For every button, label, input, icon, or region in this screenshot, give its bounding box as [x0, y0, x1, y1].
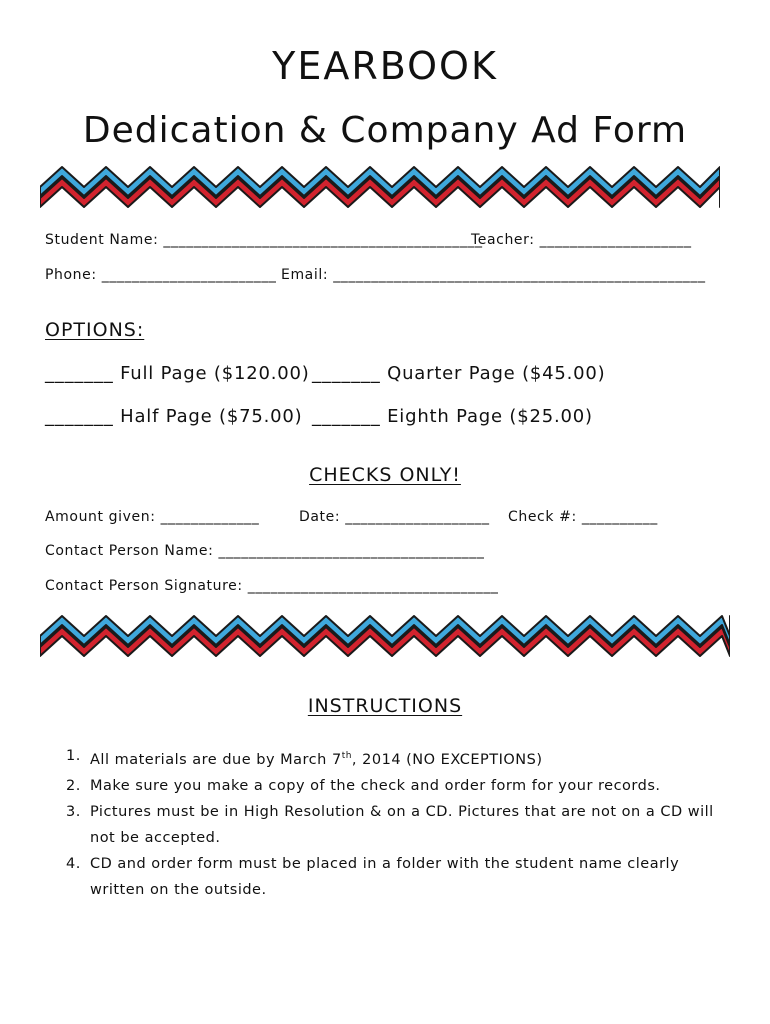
form-subtitle: Dedication & Company Ad Form — [82, 110, 688, 151]
instruction-number: 4. — [66, 855, 81, 872]
checks-only-heading: CHECKS ONLY! — [309, 464, 461, 486]
instruction-item — [66, 743, 726, 773]
instructions-heading: INSTRUCTIONS — [307, 695, 463, 717]
chevron-divider-top — [40, 163, 720, 211]
form-title: YEARBOOK — [272, 44, 498, 88]
teacher-field[interactable]: Teacher: ____________________ — [471, 232, 692, 248]
instruction-item — [66, 851, 726, 903]
chevron-divider-bottom — [40, 612, 730, 660]
amount-given-field[interactable]: Amount given: _____________ — [45, 509, 260, 525]
option-full-page[interactable]: _______ Full Page ($120.00) — [45, 363, 310, 384]
instructions-list — [66, 743, 726, 903]
student-name-field[interactable]: Student Name: __________________________________________ — [45, 232, 483, 248]
instruction-number: 3. — [66, 803, 81, 820]
check-number-field[interactable]: Check #: __________ — [508, 509, 658, 525]
instruction-text-cont: , 2014 (NO EXCEPTIONS) — [351, 751, 543, 768]
instruction-item — [66, 799, 726, 851]
phone-field[interactable]: Phone: _______________________ — [45, 267, 277, 283]
options-heading: OPTIONS: — [45, 319, 145, 341]
option-quarter-page[interactable]: _______ Quarter Page ($45.00) — [312, 363, 606, 384]
option-eighth-page[interactable]: _______ Eighth Page ($25.00) — [312, 406, 593, 427]
instruction-number: 2. — [66, 777, 81, 794]
option-half-page[interactable]: _______ Half Page ($75.00) — [45, 406, 303, 427]
contact-person-name-field[interactable]: Contact Person Name: ___________________________________ — [45, 543, 485, 559]
contact-person-signature-field[interactable]: Contact Person Signature: _________________________________ — [45, 578, 499, 594]
instruction-number: 1. — [66, 748, 81, 764]
email-field[interactable]: Email: _________________________________________________ — [281, 267, 706, 283]
date-field[interactable]: Date: ___________________ — [299, 509, 490, 525]
instruction-item — [66, 773, 726, 799]
instruction-text: Make sure you make a copy of the check and order form for your records. — [90, 777, 661, 794]
instruction-text: CD and order form must be placed in a folder with the student name clearly written on the outside. — [90, 855, 680, 898]
instruction-superscript: th — [341, 751, 352, 761]
instruction-text: Pictures must be in High Resolution & on a CD. Pictures that are not on a CD will not be accepted. — [90, 803, 714, 846]
instruction-text: All materials are due by March 7 — [90, 751, 342, 768]
